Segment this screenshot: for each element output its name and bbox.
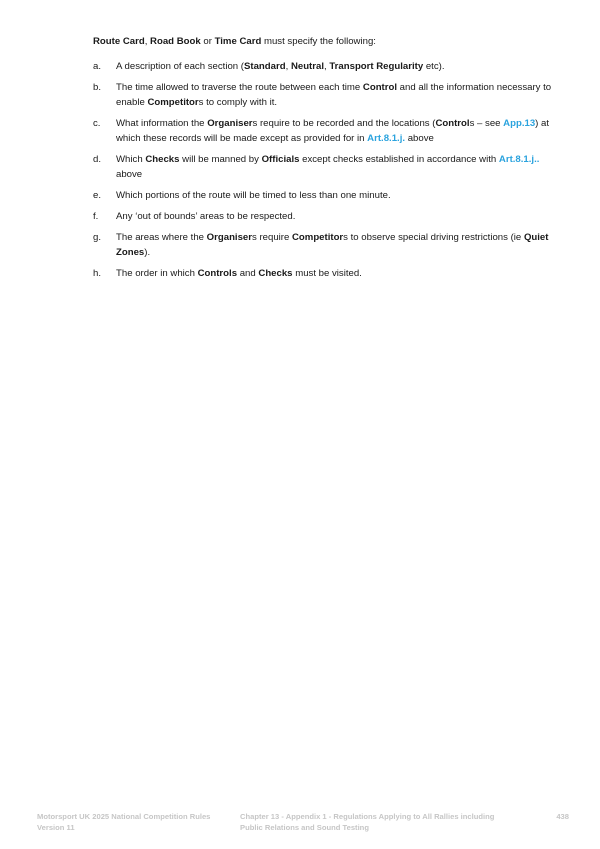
term-checks: Checks xyxy=(258,268,293,279)
term-road-book: Road Book xyxy=(150,36,201,47)
list-letter: h. xyxy=(93,268,102,279)
term-transport-regularity: Transport Regularity xyxy=(329,61,424,72)
list-text xyxy=(116,266,565,281)
list-text xyxy=(116,80,565,110)
text-run: The time allowed to traverse the route between each time xyxy=(116,82,363,93)
term-neutral: Neutral xyxy=(290,61,324,72)
term-checks: Checks xyxy=(145,154,180,165)
text-run: The areas where the xyxy=(116,232,207,243)
text-run: and xyxy=(237,268,259,279)
list-letter: c. xyxy=(93,118,101,129)
text-run: s to observe special driving restrictions (ie xyxy=(343,232,524,243)
list-item-c xyxy=(93,116,565,146)
list-text xyxy=(116,230,565,260)
text-run: above xyxy=(405,133,434,144)
term-control: Control xyxy=(362,82,398,93)
list-letter: g. xyxy=(93,232,102,243)
list-text xyxy=(116,188,565,203)
term-officials: Officials xyxy=(261,154,300,165)
text-run: What information the xyxy=(116,118,208,129)
intro-paragraph xyxy=(93,35,565,49)
text-run: etc). xyxy=(423,61,445,72)
term-quiet-zones: Quiet Zones xyxy=(116,232,549,258)
page-number: 438 xyxy=(556,812,569,821)
text-run: will be manned by xyxy=(179,154,262,165)
page-footer xyxy=(0,811,600,841)
footer-chapter-line2: Public Relations and Sound Testing xyxy=(240,823,369,832)
text-run: and all the information necessary to enable xyxy=(116,82,552,108)
link-app-13[interactable]: App.13 xyxy=(503,118,536,129)
list-letter: d. xyxy=(93,154,102,165)
text-run: , xyxy=(324,61,330,72)
text-run: above xyxy=(116,169,143,180)
text-run: s to comply with it. xyxy=(198,97,278,108)
text-run: except checks established in accordance with xyxy=(299,154,499,165)
list-letter: a. xyxy=(93,61,102,72)
term-standard: Standard xyxy=(244,61,286,72)
text-run: The order in which xyxy=(116,268,198,279)
list-text xyxy=(116,59,565,74)
text-run: Any ‘out of bounds’ areas to be respected. xyxy=(116,211,296,222)
text-run: s require to be recorded and the locations ( xyxy=(252,118,436,129)
text-run: or xyxy=(200,36,215,47)
list-item-d xyxy=(93,152,565,182)
term-competitor: Competitor xyxy=(147,97,199,108)
footer-publication xyxy=(37,811,237,833)
term-organiser: Organiser xyxy=(207,118,253,129)
text-run: s require xyxy=(252,232,292,243)
link-art-8-1-j[interactable]: Art.8.1.j. xyxy=(367,133,406,144)
term-time-card: Time Card xyxy=(214,36,262,47)
text-run: must be visited. xyxy=(292,268,362,279)
text-run: A description of each section ( xyxy=(116,61,244,72)
list-text xyxy=(116,116,565,146)
list-letter: b. xyxy=(93,82,102,93)
text-run: s – see xyxy=(469,118,504,129)
term-control: Control xyxy=(435,118,470,129)
term-organiser: Organiser xyxy=(206,232,252,243)
text-run: Which xyxy=(116,154,146,165)
footer-rules-title: Motorsport UK 2025 National Competition Rules xyxy=(37,812,211,821)
text-run: ). xyxy=(144,247,151,258)
list-letter: e. xyxy=(93,190,102,201)
text-run: must specify the following: xyxy=(261,36,376,47)
list-text xyxy=(116,209,565,224)
footer-chapter xyxy=(240,811,530,833)
list-item-b xyxy=(93,80,565,110)
footer-chapter-line1: Chapter 13 - Appendix 1 - Regulations Applying to All Rallies including xyxy=(240,812,495,821)
list-item-h xyxy=(93,266,565,281)
text-run: , xyxy=(285,61,291,72)
text-run: ) at which these records will be made except as provided for in xyxy=(116,118,550,144)
footer-version: Version 11 xyxy=(37,823,75,832)
list-text xyxy=(116,152,565,182)
list-item-e xyxy=(93,188,565,203)
list-letter: f. xyxy=(93,211,99,222)
term-competitor: Competitor xyxy=(292,232,344,243)
text-run: Which portions of the route will be timed to less than one minute. xyxy=(116,190,391,201)
list-item-g xyxy=(93,230,565,260)
document-body xyxy=(93,35,565,287)
list-item-a xyxy=(93,59,565,74)
term-route-card: Route Card xyxy=(93,36,145,47)
term-controls: Controls xyxy=(197,268,238,279)
list-item-f xyxy=(93,209,565,224)
link-art-8-1-j[interactable]: Art.8.1.j.. xyxy=(498,154,540,165)
text-run: , xyxy=(144,36,151,47)
